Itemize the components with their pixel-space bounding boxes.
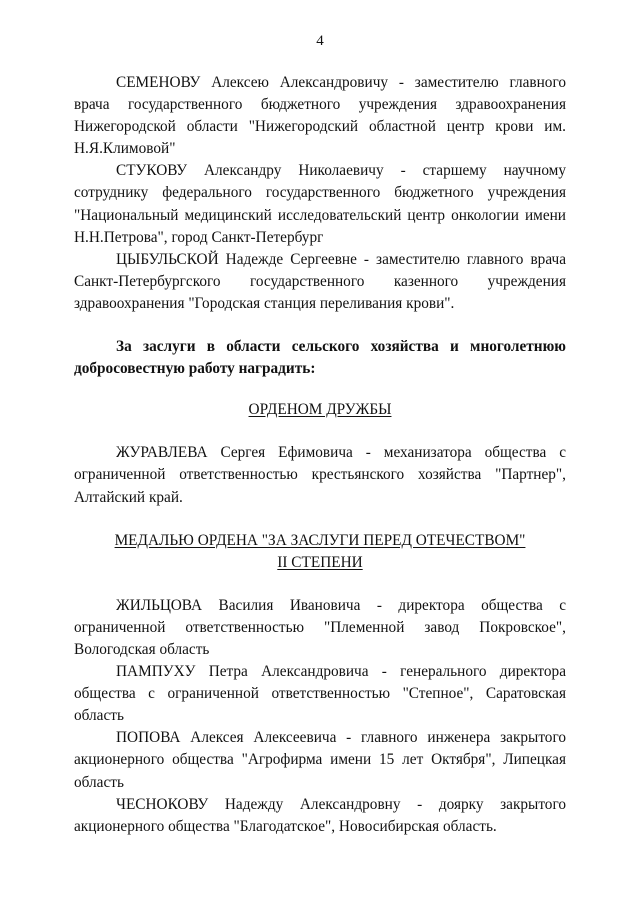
- award-entry: ПОПОВА Алексея Алексеевича - главного инженера закрытого акционерного общества "Агрофирма имени 15 лет Октября", Липецкая область: [74, 729, 566, 791]
- section-heading: За заслуги в области сельского хозяйства и многолетнюю добросовестную работу наградить:: [74, 338, 566, 378]
- award-entry: ЖИЛЬЦОВА Василия Ивановича - директора общества с ограниченной ответственностью "Племенной завод Покровское", Вологодская область: [74, 596, 566, 658]
- document-body: [74, 72, 566, 838]
- award-entry: ПАМПУХУ Петра Александровича - генерального директора общества с ограниченной ответственностью "Степное", Саратовская область: [74, 663, 566, 725]
- award-entry: ЦЫБУЛЬСКОЙ Надежде Сергеевне - заместителю главного врача Санкт-Петербургского государственного казенного учреждения здравоохранения "Городская станция переливания крови".: [74, 250, 566, 312]
- award-title-order-of-friendship: ОРДЕНОМ ДРУЖБЫ: [248, 401, 392, 419]
- award-entry: ЧЕСНОКОВУ Надежду Александровну - доярку закрытого акционерного общества "Благодатское", Новосибирская область.: [74, 795, 566, 835]
- award-entry: СТУКОВУ Александру Николаевичу - старшему научному сотруднику федерального государственного бюджетного учреждения "Национальный медицинский исследовательский центр онкологии имени Н.Н.Петрова", город Санкт-Петербург: [74, 162, 566, 246]
- award-title-medal-line1: МЕДАЛЬЮ ОРДЕНА "ЗА ЗАСЛУГИ ПЕРЕД ОТЕЧЕСТВОМ": [114, 531, 526, 549]
- award-title-medal-line2: II СТЕПЕНИ: [277, 553, 363, 571]
- award-entry: СЕМЕНОВУ Алексею Александровичу - заместителю главного врача государственного бюджетного учреждения здравоохранения Нижегородской области "Нижегородский областной центр крови им. Н.Я.Климовой": [74, 74, 566, 158]
- page-number: 4: [316, 33, 324, 49]
- award-entry: ЖУРАВЛЕВА Сергея Ефимовича - механизатора общества с ограниченной ответственностью крестьянского хозяйства "Партнер", Алтайский край.: [74, 444, 566, 506]
